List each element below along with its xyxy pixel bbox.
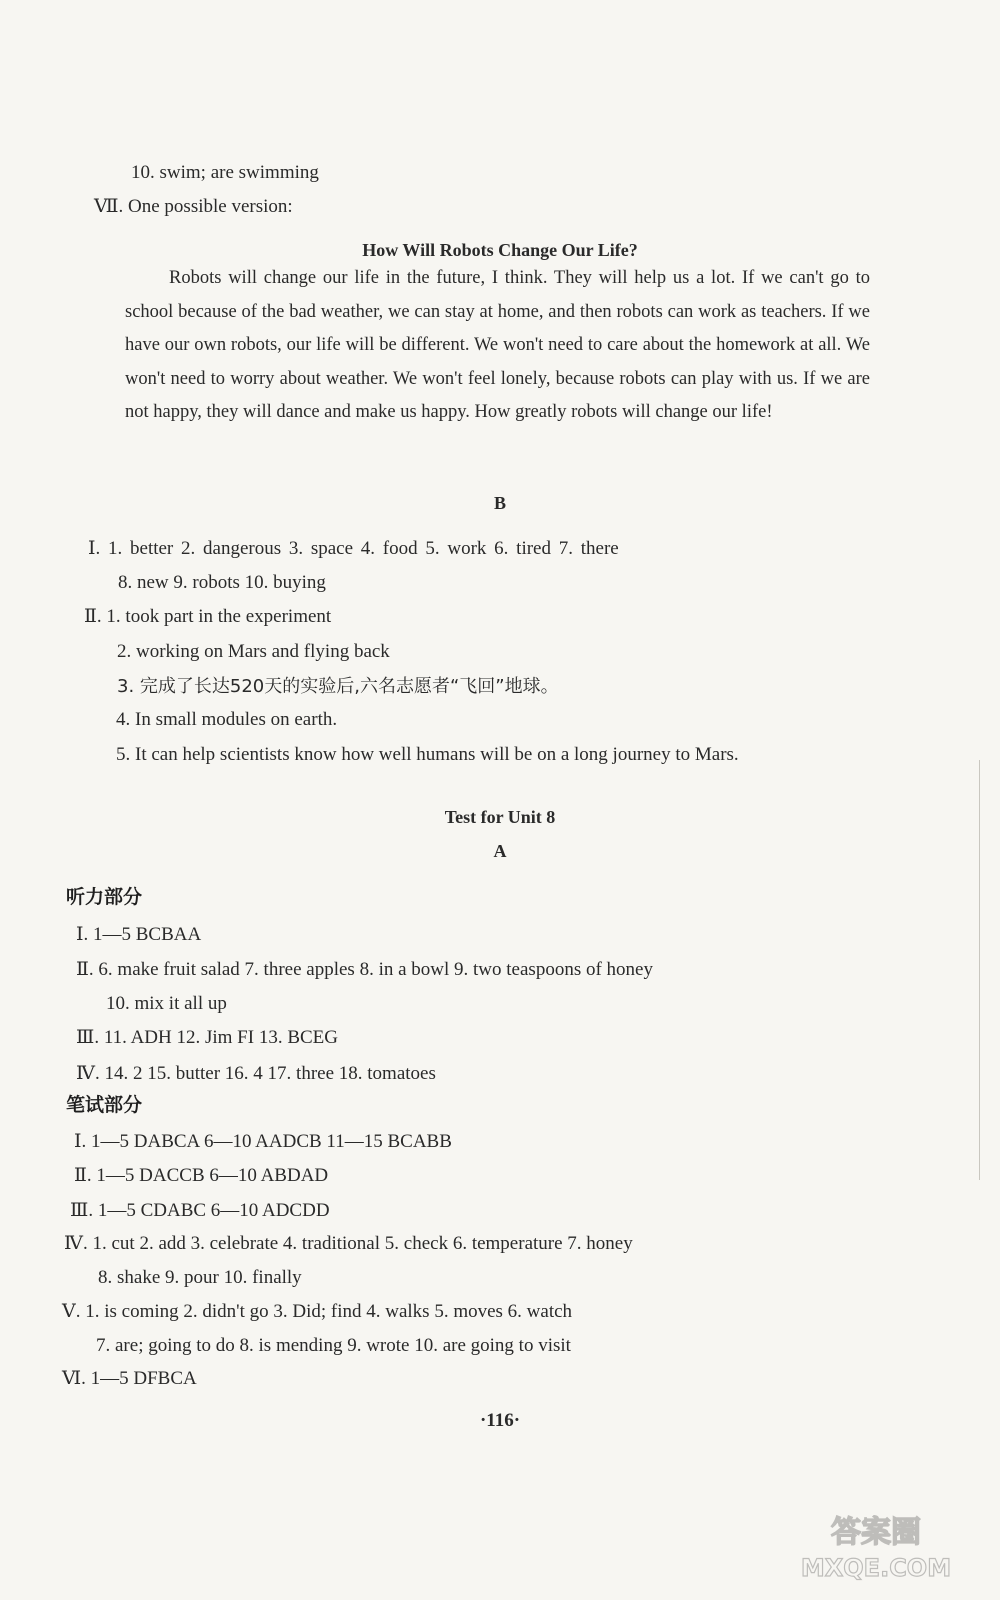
answer-line: Ⅵ. 1—5 DFBCA [62, 1368, 197, 1389]
answer-line: Ⅴ. 1. is coming 2. didn't go 3. Did; find 4. walks 5. moves 6. watch [62, 1301, 573, 1322]
answer-line: 10. swim; are swimming [131, 162, 319, 183]
page-edge-line [979, 760, 980, 1180]
listening-heading: 听力部分 [66, 886, 143, 908]
answer-line-chinese: 3. 完成了长达520天的实验后,六名志愿者“飞回”地球。 [117, 676, 559, 697]
answer-line: 4. In small modules on earth. [116, 709, 338, 730]
essay-paragraph [125, 262, 870, 430]
test-subheading: A [493, 841, 507, 861]
answer-line: Ⅱ. 1. took part in the experiment [84, 606, 332, 627]
essay-text: Robots will change our life in the future, I think. They will help us a lot. If we can't go to school because of the bad weather, we can stay at home, and then robots can work as teachers. If we have our own robots, our life will be different. We won't need to care about the homework at all. We won't need to worry about weather. We won't feel lonely, because robots can play with us. If we are not happy, they will dance and make us happy. How greatly robots will change our life! [125, 268, 870, 422]
answer-line: Ⅲ. 1—5 CDABC 6—10 ADCDD [70, 1200, 330, 1221]
svg-text:答案圈: 答案圈 [831, 1515, 921, 1550]
essay-title: How Will Robots Change Our Life? [362, 240, 638, 260]
page-number: ·116· [479, 1410, 521, 1431]
answer-line: 2. working on Mars and flying back [117, 641, 390, 662]
answer-line: Ⅱ. 6. make fruit salad 7. three apples 8. in a bowl 9. two teaspoons of honey [76, 959, 653, 980]
answer-line: 8. shake 9. pour 10. finally [98, 1267, 302, 1288]
section-b-heading: B [493, 493, 506, 513]
answer-line: Ⅶ. One possible version: [94, 196, 293, 217]
test-title: Test for Unit 8 [444, 807, 556, 827]
answer-line: Ⅰ. 1. better 2. dangerous 3. space 4. food 5. work 6. tired 7. there [88, 538, 619, 559]
answer-line: Ⅳ. 14. 2 15. butter 16. 4 17. three 18. tomatoes [76, 1063, 436, 1084]
watermark-logo [776, 1510, 976, 1582]
answer-line: Ⅰ. 1—5 DABCA 6—10 AADCB 11—15 BCABB [74, 1131, 452, 1152]
answer-line: 10. mix it all up [106, 993, 227, 1014]
answer-line: 8. new 9. robots 10. buying [118, 572, 326, 593]
answer-line: 5. It can help scientists know how well humans will be on a long journey to Mars. [116, 744, 739, 765]
answer-line: Ⅲ. 11. ADH 12. Jim FI 13. BCEG [76, 1027, 339, 1048]
answer-line: Ⅱ. 1—5 DACCB 6—10 ABDAD [74, 1165, 329, 1186]
answer-line: 7. are; going to do 8. is mending 9. wrote 10. are going to visit [96, 1335, 571, 1356]
writing-heading: 笔试部分 [66, 1094, 143, 1116]
svg-text:MXQE.COM: MXQE.COM [800, 1554, 952, 1582]
answer-line: Ⅰ. 1—5 BCBAA [76, 924, 202, 945]
answer-line: Ⅳ. 1. cut 2. add 3. celebrate 4. traditional 5. check 6. temperature 7. honey [64, 1233, 633, 1254]
